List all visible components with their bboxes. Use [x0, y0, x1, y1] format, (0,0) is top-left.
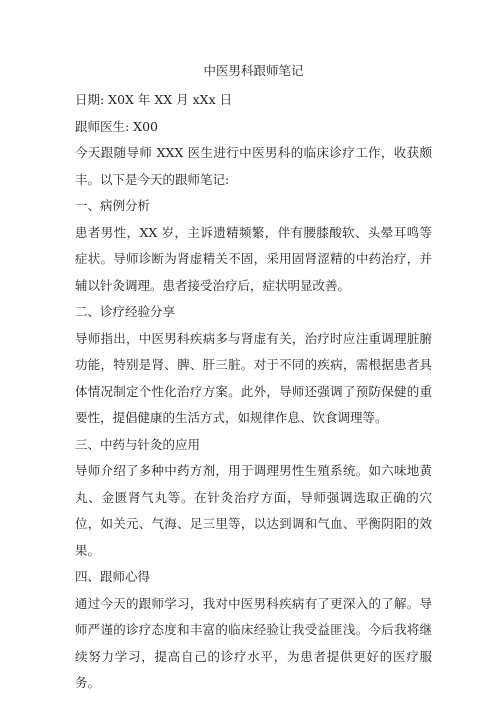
section-body-experience: 导师指出，中医男科疾病多与肾虚有关，治疗时应注重调理脏腑功能，特别是肾、脾、肝三脏。对于不同的疾病，需根据患者具体情况制定个性化治疗方案。此外，导师还强调了预防保健的重要性，提倡健康的生活方式，如规律作息、饮食调理等。 — [75, 330, 432, 425]
section-body-herbs-acupuncture: 导师介绍了多种中药方剂，用于调理男性生殖系统。如六味地黄丸、金匮肾气丸等。在针灸治疗方面，导师强调选取正确的穴位，如关元、气海、足三里等，以达到调和气血、平衡阴阳的效果。 — [75, 463, 432, 558]
document-title: 中医男科跟师笔记 — [203, 63, 304, 78]
section-heading-herbs-acupuncture: 三、中药与针灸的应用 — [75, 436, 201, 452]
section-body-reflections: 通过今天的跟师学习，我对中医男科疾病有了更深入的了解。导师严谨的诊疗态度和丰富的临床经验让我受益匪浅。今后我将继续努力学习，提高自己的诊疗水平，为患者提供更好的医疗服务。 — [75, 595, 432, 690]
section-heading-case-analysis: 一、病例分析 — [75, 198, 151, 213]
section-heading-experience: 二、诊疗经验分享 — [75, 304, 176, 319]
intro-paragraph: 今天跟随导师 XXX 医生进行中医男科的临床诊疗工作，收获颇丰。以下是今天的跟师笔记: — [75, 145, 432, 187]
section-body-case-analysis: 患者男性，XX 岁，主诉遗精频繁，伴有腰膝酸软、头晕耳鸣等症状。导师诊断为肾虚精关不固，采用固肾涩精的中药治疗，并辅以针灸调理。患者接受治疗后，症状明显改善。 — [75, 224, 432, 293]
teacher-line: 跟师医生: X00 — [75, 118, 158, 134]
section-heading-reflections: 四、跟师心得 — [75, 569, 151, 584]
date-line: 日期: X0X 年 XX 月 xXx 日 — [75, 92, 233, 107]
